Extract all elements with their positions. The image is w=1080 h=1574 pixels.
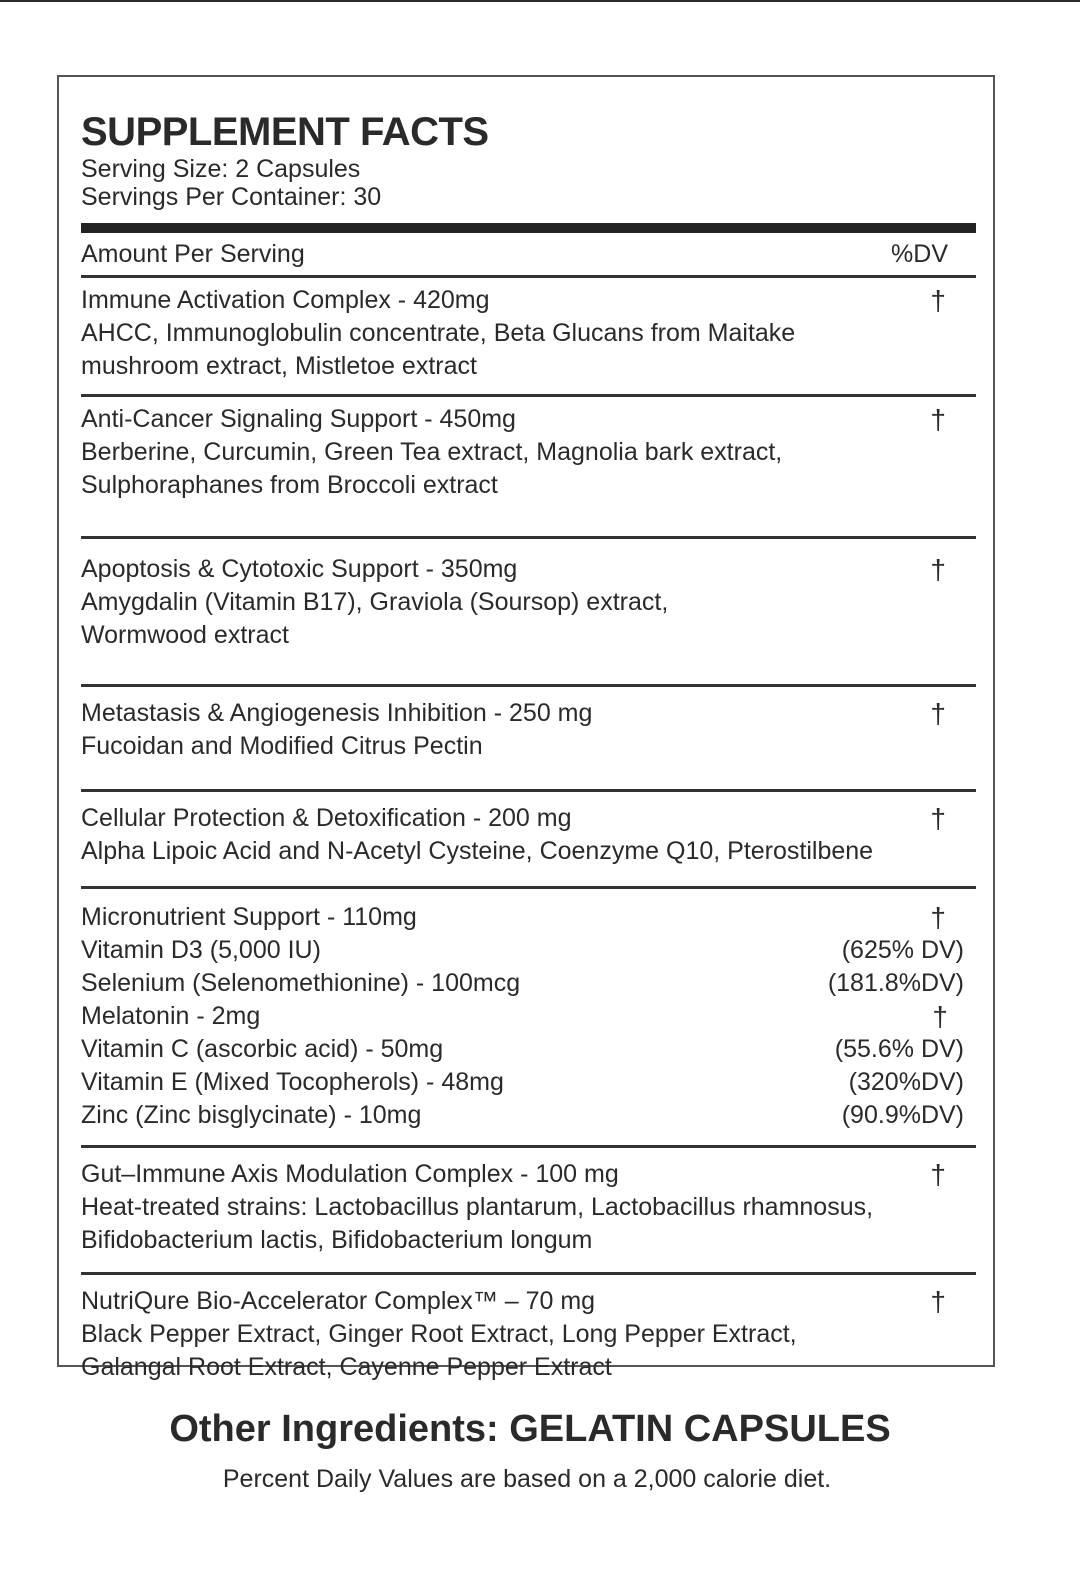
- section-heading: Metastasis & Angiogenesis Inhibition - 250 mg: [81, 699, 593, 727]
- dagger-mark: †: [930, 285, 946, 316]
- nutrient-dv: †: [932, 1001, 948, 1032]
- ingredient-section-micronutrients: [81, 889, 976, 1145]
- section-line: Black Pepper Extract, Ginger Root Extract, Long Pepper Extract,: [81, 1320, 797, 1348]
- nutrient-row: [81, 1099, 976, 1132]
- section-line: Amygdalin (Vitamin B17), Graviola (Soursop) extract,: [81, 588, 669, 616]
- section-line: Fucoidan and Modified Citrus Pectin: [81, 732, 483, 760]
- section-line: Heat-treated strains: Lactobacillus plantarum, Lactobacillus rhamnosus,: [81, 1193, 874, 1221]
- ingredient-section-cellular: [81, 792, 976, 886]
- dagger-mark: †: [930, 1159, 946, 1190]
- panel-content: [81, 107, 976, 1385]
- nutrient-row: [81, 1066, 976, 1099]
- nutrient-name: Zinc (Zinc bisglycinate) - 10mg: [81, 1101, 422, 1129]
- nutrient-dv: (90.9%DV): [841, 1101, 964, 1129]
- section-heading: Apoptosis & Cytotoxic Support - 350mg: [81, 555, 518, 583]
- section-heading: NutriQure Bio-Accelerator Complex™ – 70 mg: [81, 1287, 596, 1315]
- nutrient-row: [81, 934, 976, 967]
- servings-per-container: Servings Per Container: 30: [81, 183, 382, 211]
- dagger-mark: †: [930, 698, 946, 729]
- nutrient-dv: (181.8%DV): [827, 969, 964, 997]
- nutrient-row: [81, 1033, 976, 1066]
- ingredient-section-anticancer: [81, 397, 976, 536]
- ingredient-section-accelerator: [81, 1275, 976, 1385]
- nutrient-dv: (320%DV): [848, 1068, 964, 1096]
- section-line: Wormwood extract: [81, 621, 289, 649]
- section-line: Galangal Root Extract, Cayenne Pepper Extract: [81, 1353, 612, 1381]
- dagger-mark: †: [930, 902, 946, 933]
- nutrient-name: Selenium (Selenomethionine) - 100mcg: [81, 969, 521, 997]
- section-line: AHCC, Immunoglobulin concentrate, Beta Glucans from Maitake: [81, 319, 796, 347]
- nutrient-row: [81, 967, 976, 1000]
- dagger-mark: †: [930, 404, 946, 435]
- ingredient-section-metastasis: [81, 687, 976, 789]
- section-heading: Immune Activation Complex - 420mg: [81, 286, 490, 314]
- nutrient-name: Vitamin E (Mixed Tocopherols) - 48mg: [81, 1068, 504, 1096]
- section-heading: Gut–Immune Axis Modulation Complex - 100 mg: [81, 1160, 619, 1188]
- ingredient-section-gut-immune: [81, 1148, 976, 1272]
- thick-divider: [81, 223, 976, 233]
- ingredient-section-immune: [81, 278, 976, 394]
- other-ingredients: Other Ingredients: GELATIN CAPSULES: [169, 1408, 891, 1450]
- nutrient-name: Melatonin - 2mg: [81, 1002, 261, 1030]
- section-heading: Micronutrient Support - 110mg: [81, 903, 417, 931]
- section-line: mushroom extract, Mistletoe extract: [81, 352, 477, 380]
- amount-header-row: [81, 233, 976, 275]
- ingredient-section-apoptosis: [81, 539, 976, 684]
- serving-size: Serving Size: 2 Capsules: [81, 155, 361, 183]
- section-line: Berberine, Curcumin, Green Tea extract, Magnolia bark extract,: [81, 438, 783, 466]
- section-heading: Anti-Cancer Signaling Support - 450mg: [81, 405, 516, 433]
- panel-title: SUPPLEMENT FACTS: [81, 110, 489, 154]
- nutrient-dv: (625% DV): [841, 936, 964, 964]
- dv-column-label: %DV: [891, 240, 948, 268]
- section-line: Alpha Lipoic Acid and N-Acetyl Cysteine, Coenzyme Q10, Pterostilbene: [81, 837, 874, 865]
- section-heading: Cellular Protection & Detoxification - 200 mg: [81, 804, 572, 832]
- nutrient-row: [81, 1000, 976, 1033]
- supplement-facts-panel: [57, 75, 995, 1381]
- nutrient-name: Vitamin D3 (5,000 IU): [81, 936, 321, 964]
- top-border-line: [0, 0, 1080, 2]
- section-line: Bifidobacterium lactis, Bifidobacterium longum: [81, 1226, 593, 1254]
- nutrient-name: Vitamin C (ascorbic acid) - 50mg: [81, 1035, 444, 1063]
- section-line: Sulphoraphanes from Broccoli extract: [81, 471, 498, 499]
- dagger-mark: †: [930, 554, 946, 585]
- daily-value-note: Percent Daily Values are based on a 2,000 calorie diet.: [222, 1465, 832, 1493]
- amount-per-serving-label: Amount Per Serving: [81, 240, 305, 268]
- dagger-mark: †: [930, 803, 946, 834]
- dagger-mark: †: [930, 1286, 946, 1317]
- nutrient-dv: (55.6% DV): [834, 1035, 964, 1063]
